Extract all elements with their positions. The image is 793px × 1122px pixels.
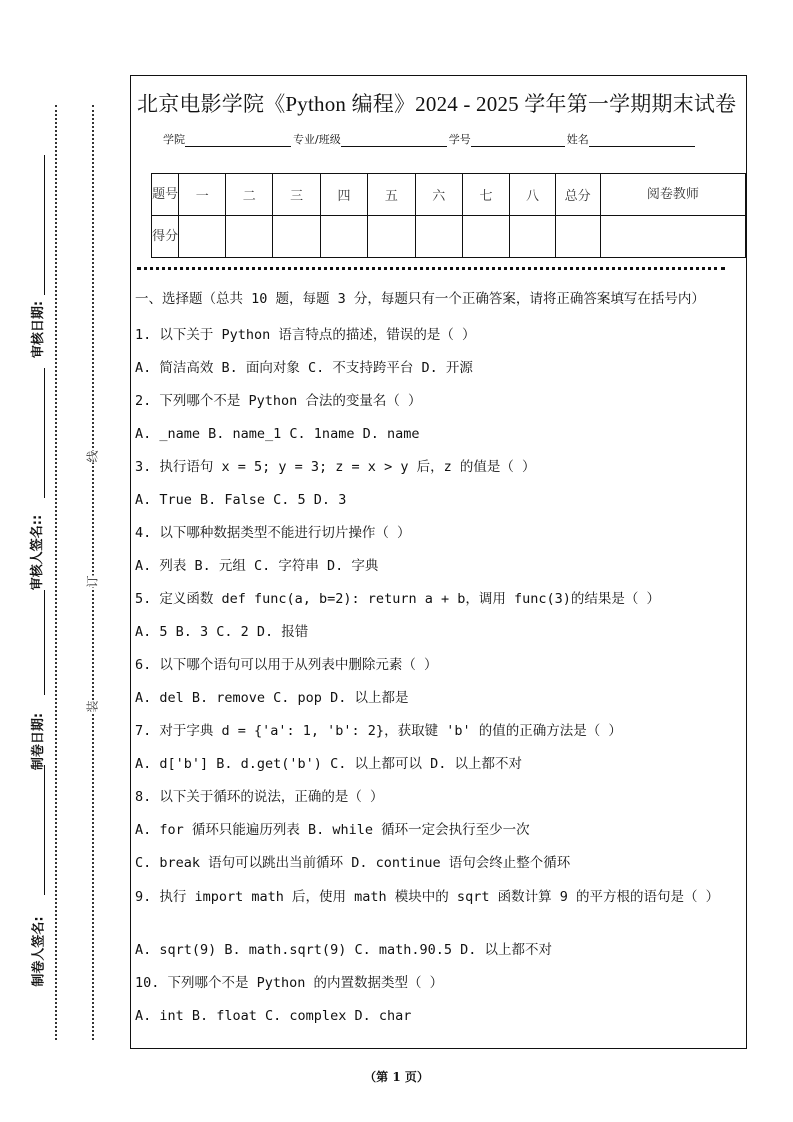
review-date-label: 审核日期: <box>31 300 47 359</box>
binding-dotted-line-outer <box>55 105 57 1040</box>
question-text: 7. 对于字典 d = {'a': 1, 'b': 2}，获取键 'b' 的值的正确方法是（ ） <box>135 723 622 739</box>
student-id-field[interactable] <box>471 134 565 147</box>
column-header: 三 <box>273 174 321 216</box>
question-options: A. 列表 B. 元组 C. 字符串 D. 字典 <box>135 558 379 574</box>
question-number-header: 题号 <box>152 174 179 216</box>
score-cell[interactable] <box>462 216 510 258</box>
column-header: 二 <box>226 174 273 216</box>
name-label: 姓名 <box>566 133 589 146</box>
college-label: 学院 <box>163 133 185 146</box>
question-text: 10. 下列哪个不是 Python 的内置数据类型（ ） <box>135 975 444 991</box>
question-options: C. break 语句可以跳出当前循环 D. continue 语句会终止整个循环 <box>135 855 571 871</box>
question-text: 5. 定义函数 def func(a, b=2): return a + b，调用 func(3)的结果是（ ） <box>135 591 660 607</box>
signature-line <box>44 155 45 295</box>
question-options: A. sqrt(9) B. math.sqrt(9) C. math.90.5 D. 以上都不对 <box>135 942 552 958</box>
score-cell[interactable] <box>600 216 745 258</box>
section-heading: 一、选择题（总共 10 题，每题 3 分，每题只有一个正确答案，请将正确答案填写在括号内） <box>135 291 705 307</box>
column-header: 五 <box>367 174 415 216</box>
college-field[interactable] <box>185 134 291 147</box>
major-class-label: 专业/班级 <box>293 133 341 146</box>
question-text: 6. 以下哪个语句可以用于从列表中删除元素（ ） <box>135 657 438 673</box>
question-text: 9. 执行 import math 后，使用 math 模块中的 sqrt 函数计算 9 的平方根的语句是（ ） <box>135 889 720 905</box>
score-row-header: 得分 <box>152 216 179 258</box>
column-header: 六 <box>415 174 462 216</box>
binding-mark-line: 线 <box>85 450 100 463</box>
column-header: 四 <box>321 174 368 216</box>
signature-line <box>44 765 45 895</box>
score-cell[interactable] <box>321 216 368 258</box>
score-cell[interactable] <box>179 216 226 258</box>
score-cell[interactable] <box>226 216 273 258</box>
question-text: 3. 执行语句 x = 5; y = 3; z = x > y 后，z 的值是（ ） <box>135 459 536 475</box>
score-table <box>151 173 746 258</box>
score-cell[interactable] <box>510 216 555 258</box>
signature-line <box>44 368 45 498</box>
score-cell[interactable] <box>555 216 600 258</box>
creation-date-label: 制卷日期: <box>31 712 47 771</box>
question-text: 4. 以下哪种数据类型不能进行切片操作（ ） <box>135 525 411 541</box>
question-options: A. 简洁高效 B. 面向对象 C. 不支持跨平台 D. 开源 <box>135 360 473 376</box>
question-options: A. del B. remove C. pop D. 以上都是 <box>135 690 409 706</box>
name-field[interactable] <box>589 134 695 147</box>
question-options: A. True B. False C. 5 D. 3 <box>135 492 347 508</box>
creator-signature-label: 制卷人签名: <box>31 916 47 987</box>
question-options: A. d['b'] B. d.get('b') C. 以上都可以 D. 以上都不对 <box>135 756 522 772</box>
question-options: A. for 循环只能遍历列表 B. while 循环一定会执行至少一次 <box>135 822 530 838</box>
question-options: A. int B. float C. complex D. char <box>135 1008 412 1024</box>
question-text: 2. 下列哪个不是 Python 合法的变量名（ ） <box>135 393 422 409</box>
exam-frame <box>130 75 747 1049</box>
question-options: A. 5 B. 3 C. 2 D. 报错 <box>135 624 309 640</box>
binding-mark-staple: 订 <box>85 575 100 588</box>
separator-dotted-line <box>137 267 725 270</box>
question-text: 1. 以下关于 Python 语言特点的描述，错误的是（ ） <box>135 327 476 343</box>
column-header-grader: 阅卷教师 <box>600 174 745 216</box>
signature-line <box>44 590 45 695</box>
page-number: （第 1 页） <box>364 1070 429 1084</box>
score-cell[interactable] <box>367 216 415 258</box>
score-cell[interactable] <box>273 216 321 258</box>
binding-dotted-line-inner <box>92 105 94 1040</box>
column-header: 一 <box>179 174 226 216</box>
question-text: 8. 以下关于循环的说法，正确的是（ ） <box>135 789 384 805</box>
score-cell[interactable] <box>415 216 462 258</box>
question-section <box>135 288 740 1033</box>
column-header: 八 <box>510 174 555 216</box>
major-class-field[interactable] <box>341 134 447 147</box>
column-header: 七 <box>462 174 510 216</box>
exam-title: 北京电影学院《Python 编程》2024 - 2025 学年第一学期期末试卷 <box>137 92 737 116</box>
student-id-label: 学号 <box>448 133 471 146</box>
question-options: A. _name B. name_1 C. 1name D. name <box>135 426 420 442</box>
student-info-row <box>163 131 697 147</box>
binding-mark-bind: 装 <box>85 700 100 713</box>
column-header-total: 总分 <box>555 174 600 216</box>
reviewer-signature-label: 审核人签名:: <box>30 514 46 591</box>
